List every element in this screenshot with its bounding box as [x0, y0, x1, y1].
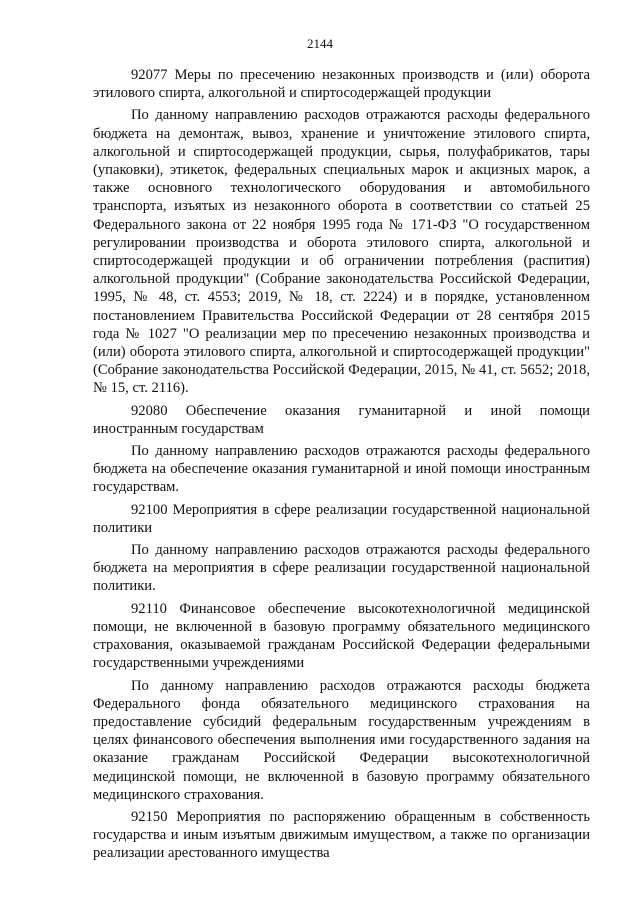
page-number: 2144: [307, 36, 333, 51]
section-heading-92110: 92110 Финансовое обеспечение высокотехнологичной медицинской помощи, не включенной в базовую программу обязательного медицинского страхования, оказываемой гражданам Российской Федерации федеральными государственными учреждениями: [93, 600, 590, 672]
section-text-92077: По данному направлению расходов отражаются расходы федерального бюджета на демонтаж, вывоз, хранение и уничтожение этилового спирта, алкогольной и спиртосодержащей продукции, сырья, полуфабрикатов, тары (упаковки), этикеток, федеральных специальных марок и акцизных марок, а также основного технологического оборудования и автомобильного транспорта, изъятых из незаконного оборота в соответствии со статьей 25 Федерального закона от 22 ноября 1995 года № 171-ФЗ "О государственном регулировании производства и оборота этилового спирта, алкогольной и спиртосодержащей продукции и об ограничении потребления (распития) алкогольной продукции" (Собрание законодательства Российской Федерации, 1995, № 48, ст. 4553; 2019, № 18, ст. 2224) и в порядке, установленном постановлением Правительства Российской Федерации от 28 сентября 2015 года № 1027 "О реализации мер по пресечению незаконных производства и (или) оборота этилового спирта, алкогольной и спиртосодержащей продукции" (Собрание законодательства Российской Федерации, 2015, № 41, ст. 5652; 2018, № 15, ст. 2116).: [93, 107, 590, 397]
section-heading-92080: 92080 Обеспечение оказания гуманитарной и иной помощи иностранным государствам: [93, 402, 590, 437]
section-heading-92150: 92150 Мероприятия по распоряжению обращенным в собственность государства и иным изъятым движимым имуществом, а также по организации реализации арестованного имущества: [93, 808, 590, 862]
section-text-92100: По данному направлению расходов отражаются расходы федерального бюджета на мероприятия в сфере реализации государственной национальной политики.: [93, 542, 590, 595]
section-heading-92077: 92077 Меры по пресечению незаконных производств и (или) оборота этилового спирта, алкогольной и спиртосодержащей продукции: [93, 67, 590, 102]
section-text-92110: По данному направлению расходов отражаются расходы бюджета Федерального фонда обязательного медицинского страхования на предоставление субсидий федеральным государственным учреждениям в целях финансового обеспечения выполнения ими государственного задания на оказание гражданам Российской Федерации высокотехнологичной медицинской помощи, не включенной в базовую программу обязательного медицинского страхования.: [93, 677, 590, 803]
section-text-92080: По данному направлению расходов отражаются расходы федерального бюджета на обеспечение оказания гуманитарной и иной помощи иностранным государствам.: [93, 443, 590, 496]
section-heading-92100: 92100 Мероприятия в сфере реализации государственной национальной политики: [93, 501, 590, 536]
document-body: [93, 66, 590, 863]
